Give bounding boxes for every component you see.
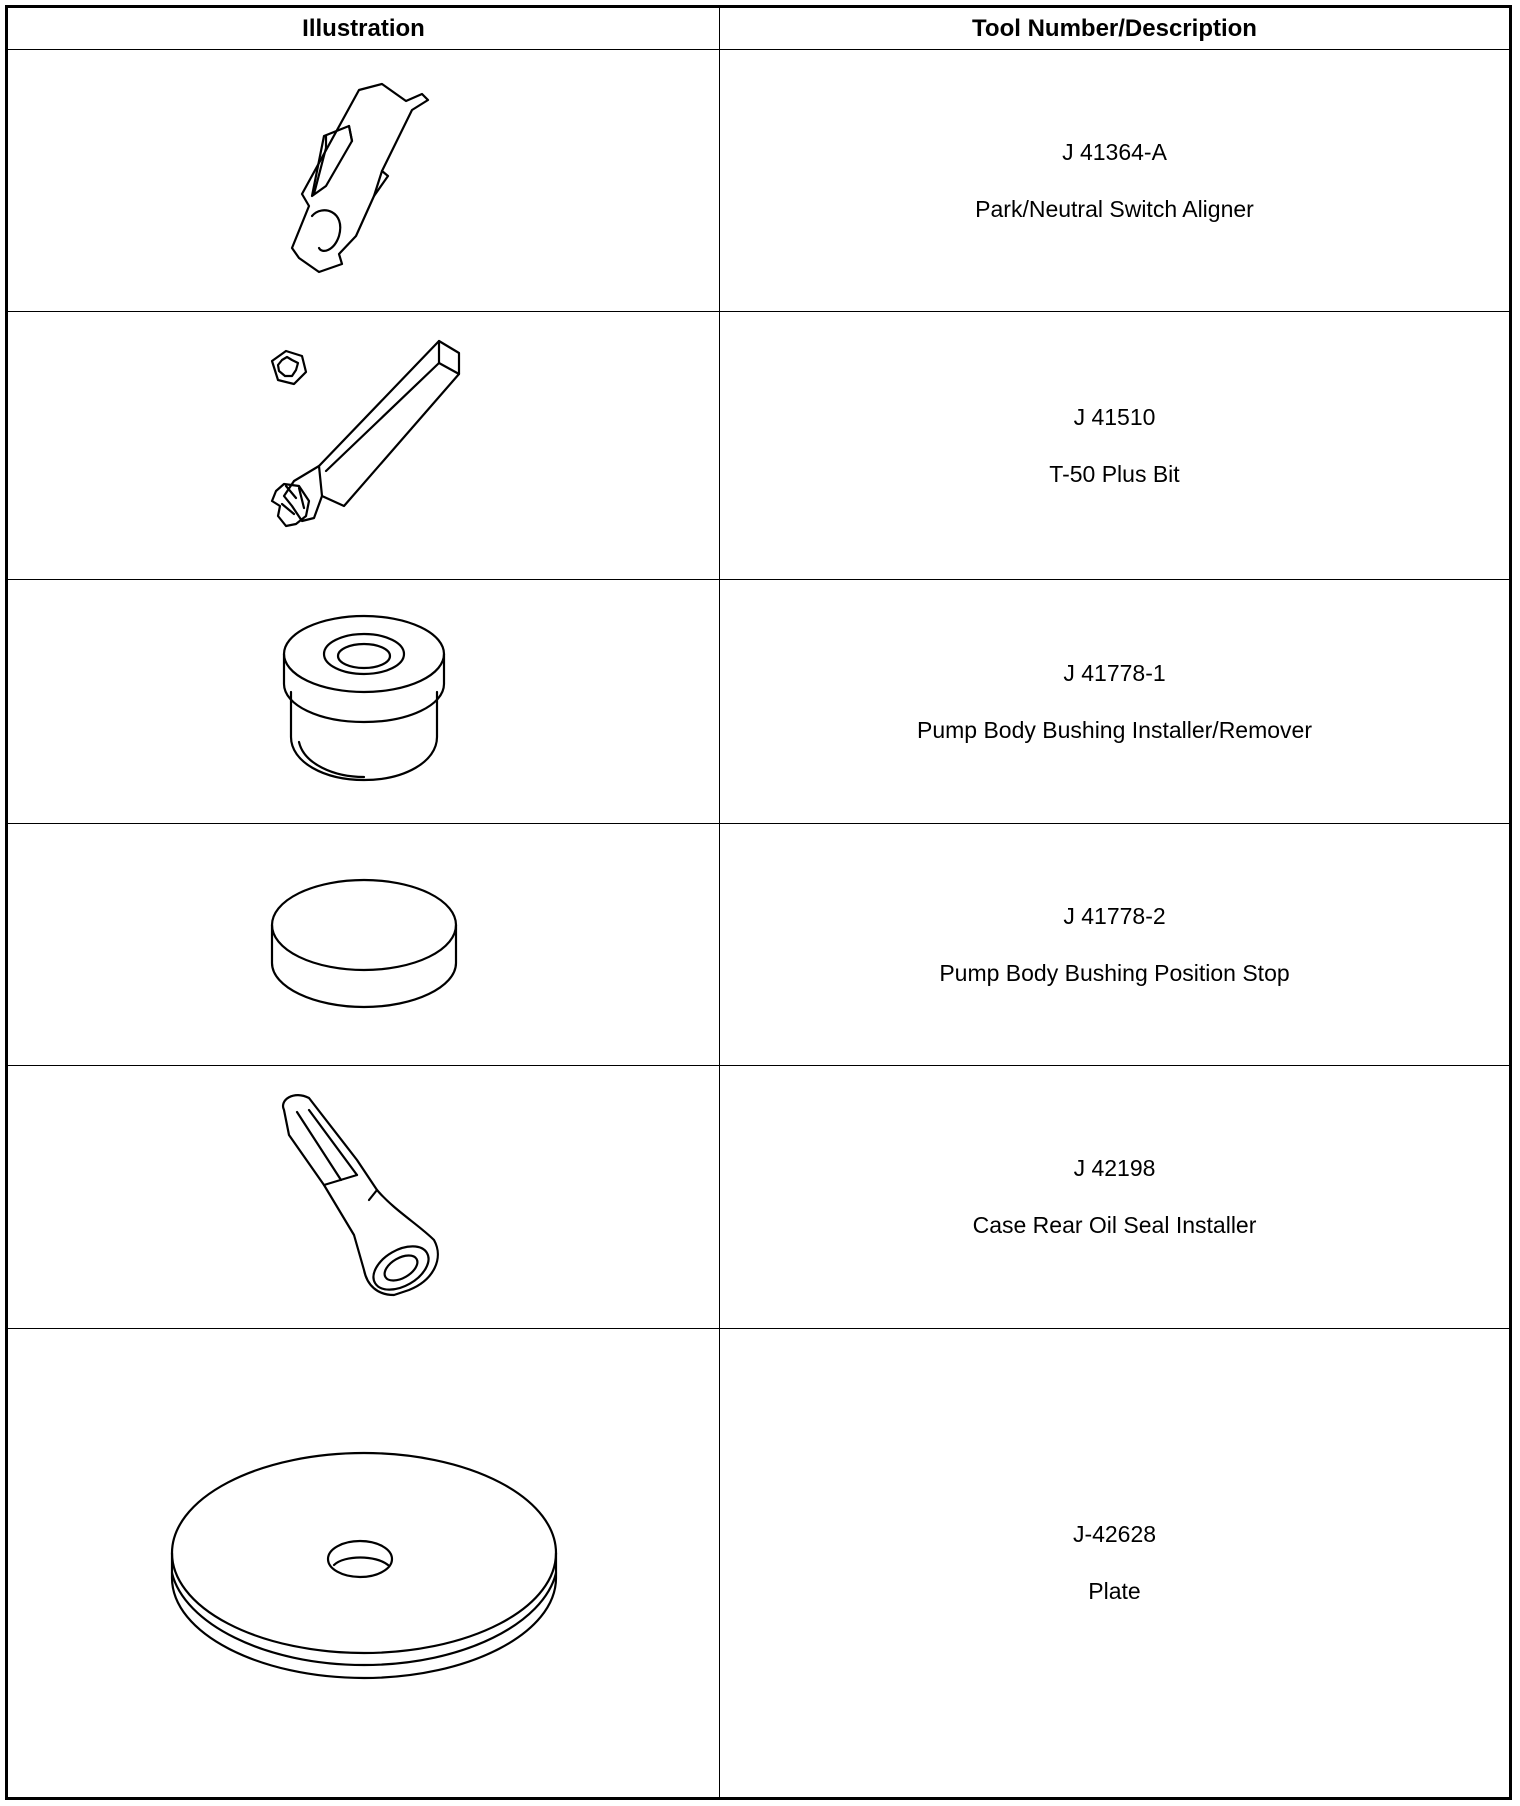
description-cell (720, 312, 1511, 580)
description-cell (720, 1329, 1511, 1799)
description-header: Tool Number/Description (720, 7, 1511, 50)
tool-number: J 41778-1 (1063, 659, 1166, 686)
illustration-cell (7, 312, 720, 580)
table-row (7, 1329, 1511, 1799)
tool-description: Pump Body Bushing Position Stop (939, 959, 1290, 986)
illustration-cell (7, 50, 720, 312)
torx-bit-icon (254, 336, 474, 556)
tool-description: Plate (1088, 1578, 1141, 1604)
header-row (7, 7, 1511, 50)
bushing-installer-icon (279, 612, 449, 792)
table-row (7, 1066, 1511, 1329)
table-row (7, 50, 1511, 312)
description-cell (720, 1066, 1511, 1329)
description-cell (720, 580, 1511, 824)
description-cell (720, 50, 1511, 312)
tool-number: J 41364-A (1062, 138, 1167, 165)
switch-aligner-icon (264, 76, 464, 286)
table-row (7, 824, 1511, 1066)
description-cell (720, 824, 1511, 1066)
plate-icon (164, 1443, 564, 1683)
illustration-cell (7, 580, 720, 824)
tool-description: Park/Neutral Switch Aligner (975, 195, 1254, 222)
position-stop-icon (264, 875, 464, 1015)
tool-description: T-50 Plus Bit (1049, 460, 1180, 487)
tool-description: Pump Body Bushing Installer/Remover (916, 716, 1313, 743)
illustration-cell (7, 1329, 720, 1799)
illustration-header: Illustration (7, 7, 720, 50)
illustration-cell (7, 1066, 720, 1329)
tool-number: J 41510 (1073, 403, 1156, 430)
illustration-cell (7, 824, 720, 1066)
tool-description: Case Rear Oil Seal Installer (972, 1212, 1257, 1238)
tool-number: J-42628 (1072, 1521, 1157, 1547)
special-tools-table (5, 5, 1512, 1800)
tool-number: J 41778-2 (1063, 902, 1166, 929)
table-row (7, 580, 1511, 824)
seal-installer-icon (269, 1090, 459, 1305)
table-row (7, 312, 1511, 580)
tool-number: J 42198 (1073, 1155, 1156, 1181)
